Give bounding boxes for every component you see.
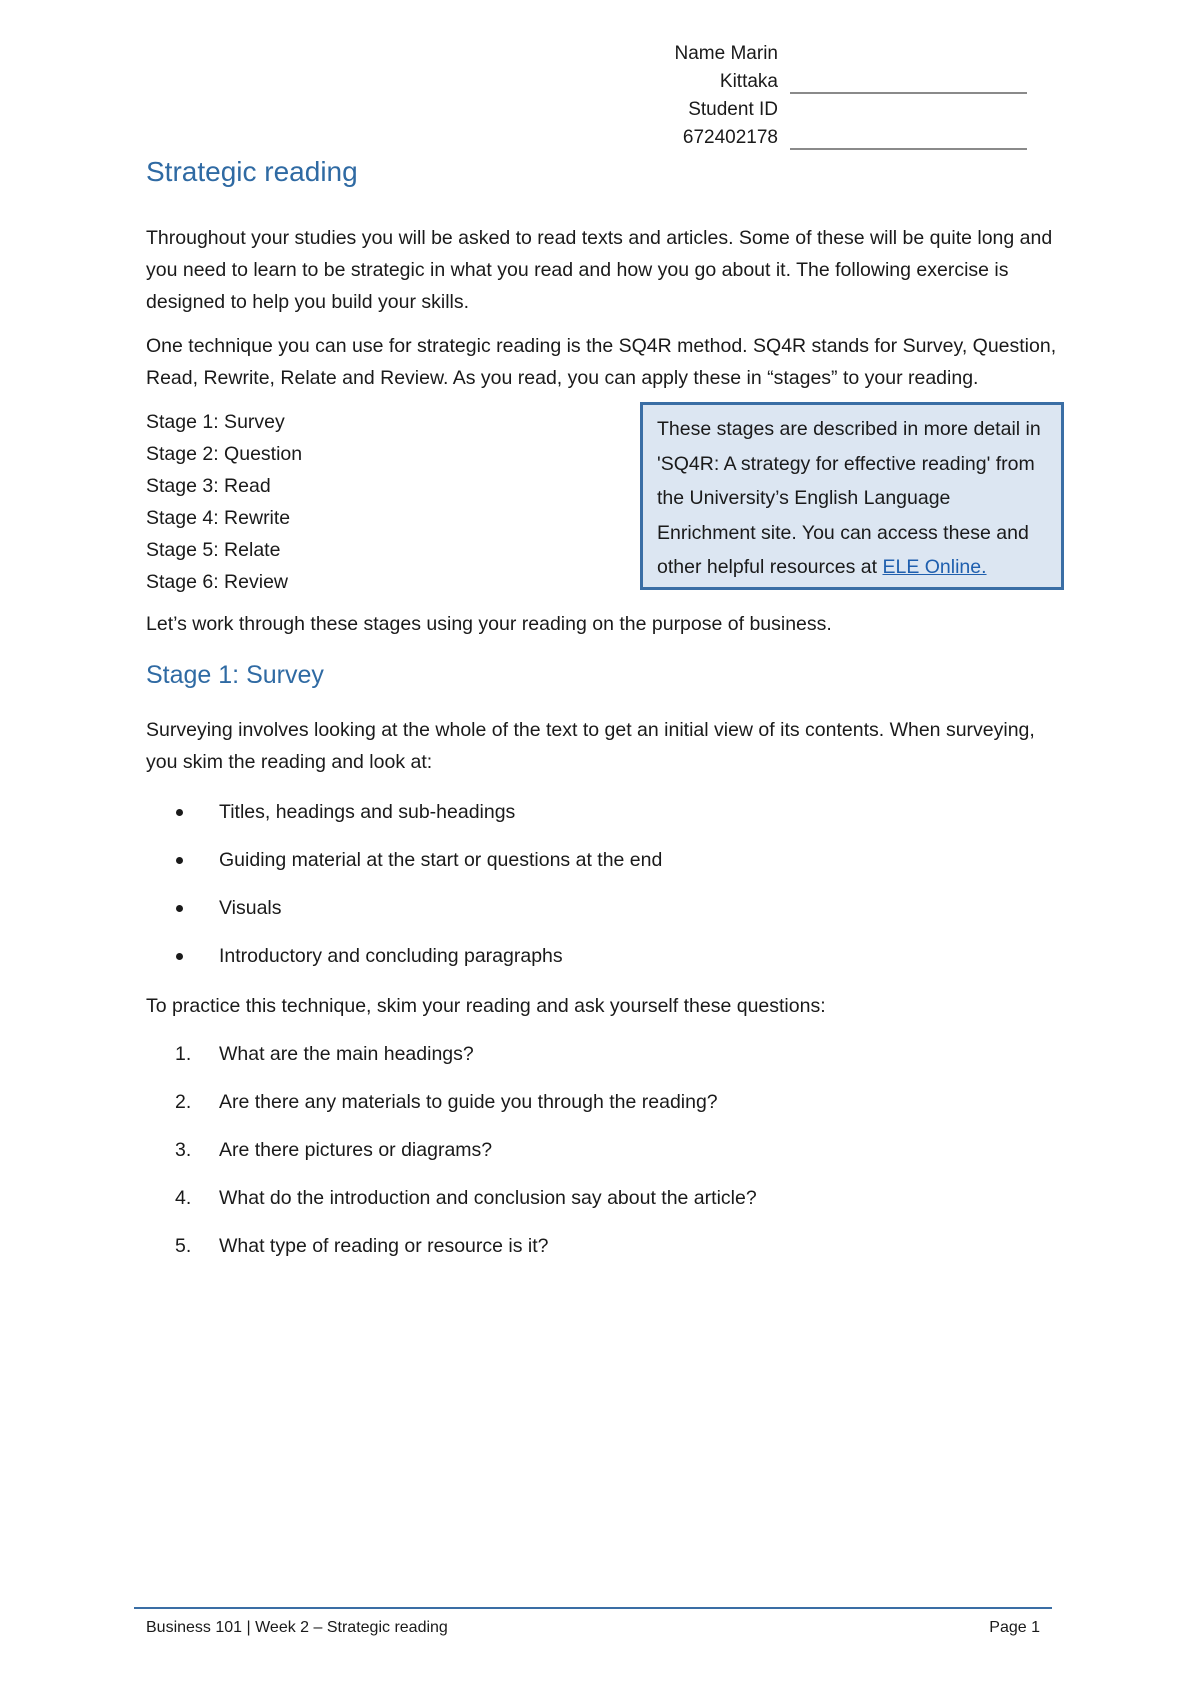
footer-page-number: Page 1 xyxy=(989,1619,1040,1636)
bullet-icon xyxy=(176,953,183,960)
question-item: 3. Are there pictures or diagrams? xyxy=(146,1136,1066,1164)
question-item: 5. What type of reading or resource is it? xyxy=(146,1232,1066,1260)
document-body xyxy=(146,152,1066,1280)
question-item: 1. What are the main headings? xyxy=(146,1040,1066,1068)
info-callout-box xyxy=(640,402,1064,590)
student-id-label: Student ID xyxy=(688,99,778,120)
question-number: 1. xyxy=(175,1043,192,1065)
stage-item: Stage 1: Survey xyxy=(146,411,285,433)
practice-intro: To practice this technique, skim your reading and ask yourself these questions: xyxy=(146,995,826,1017)
stage-item: Stage 6: Review xyxy=(146,571,288,593)
list-item: Visuals xyxy=(146,894,1066,922)
stage-item: Stage 3: Read xyxy=(146,475,271,497)
intro-paragraph-1: Throughout your studies you will be asked to read texts and articles. Some of these will be quite long and you need to learn to be strategic in what you read and how you go about it. The following exercise is designed to help you build your skills. xyxy=(146,227,1053,313)
bullet-icon xyxy=(176,905,183,912)
bullet-icon xyxy=(176,857,183,864)
ele-online-link[interactable]: ELE Online. xyxy=(882,556,987,578)
name-value: Kittaka xyxy=(719,71,778,92)
intro-paragraph-2: One technique you can use for strategic reading is the SQ4R method. SQ4R stands for Survey, Question, Read, Rewrite, Relate and Review. As you read, you can apply these in “stages” to your reading. xyxy=(146,335,1057,389)
question-number: 2. xyxy=(175,1091,192,1113)
bullet-icon xyxy=(176,809,183,816)
footer-course-label: Business 101 | Week 2 – Strategic reading xyxy=(146,1619,448,1636)
student-id-value: 672402178 xyxy=(682,127,778,148)
page-footer xyxy=(134,1607,1052,1637)
list-item: Guiding material at the start or questions at the end xyxy=(146,846,1066,874)
question-list xyxy=(146,1040,1066,1260)
name-label: Name Marin xyxy=(674,43,778,64)
question-item: 4. What do the introduction and conclusion say about the article? xyxy=(146,1184,1066,1212)
student-id-field-line[interactable] xyxy=(790,128,1027,150)
survey-bullet-list xyxy=(146,798,1066,970)
transition-paragraph: Let’s work through these stages using your reading on the purpose of business. xyxy=(146,613,832,635)
stage-item: Stage 4: Rewrite xyxy=(146,507,291,529)
question-number: 5. xyxy=(175,1235,192,1257)
question-item: 2. Are there any materials to guide you through the reading? xyxy=(146,1088,1066,1116)
section-heading-survey: Stage 1: Survey xyxy=(146,661,324,689)
callout-text: These stages are described in more detail in 'SQ4R: A strategy for effective reading' from the University’s English Language Enrichment site. You can access these and other helpful resources at xyxy=(657,418,1041,578)
name-field-line[interactable] xyxy=(790,72,1027,94)
student-info-block xyxy=(560,40,1040,152)
stage-item: Stage 5: Relate xyxy=(146,539,281,561)
list-item: Introductory and concluding paragraphs xyxy=(146,942,1066,970)
question-number: 3. xyxy=(175,1139,192,1161)
stages-section xyxy=(146,406,1066,598)
page-title: Strategic reading xyxy=(146,156,358,187)
list-item: Titles, headings and sub-headings xyxy=(146,798,1066,826)
stage-item: Stage 2: Question xyxy=(146,443,303,465)
question-number: 4. xyxy=(175,1187,192,1209)
survey-paragraph: Surveying involves looking at the whole of the text to get an initial view of its contents. When surveying, you skim the reading and look at: xyxy=(146,719,1035,773)
